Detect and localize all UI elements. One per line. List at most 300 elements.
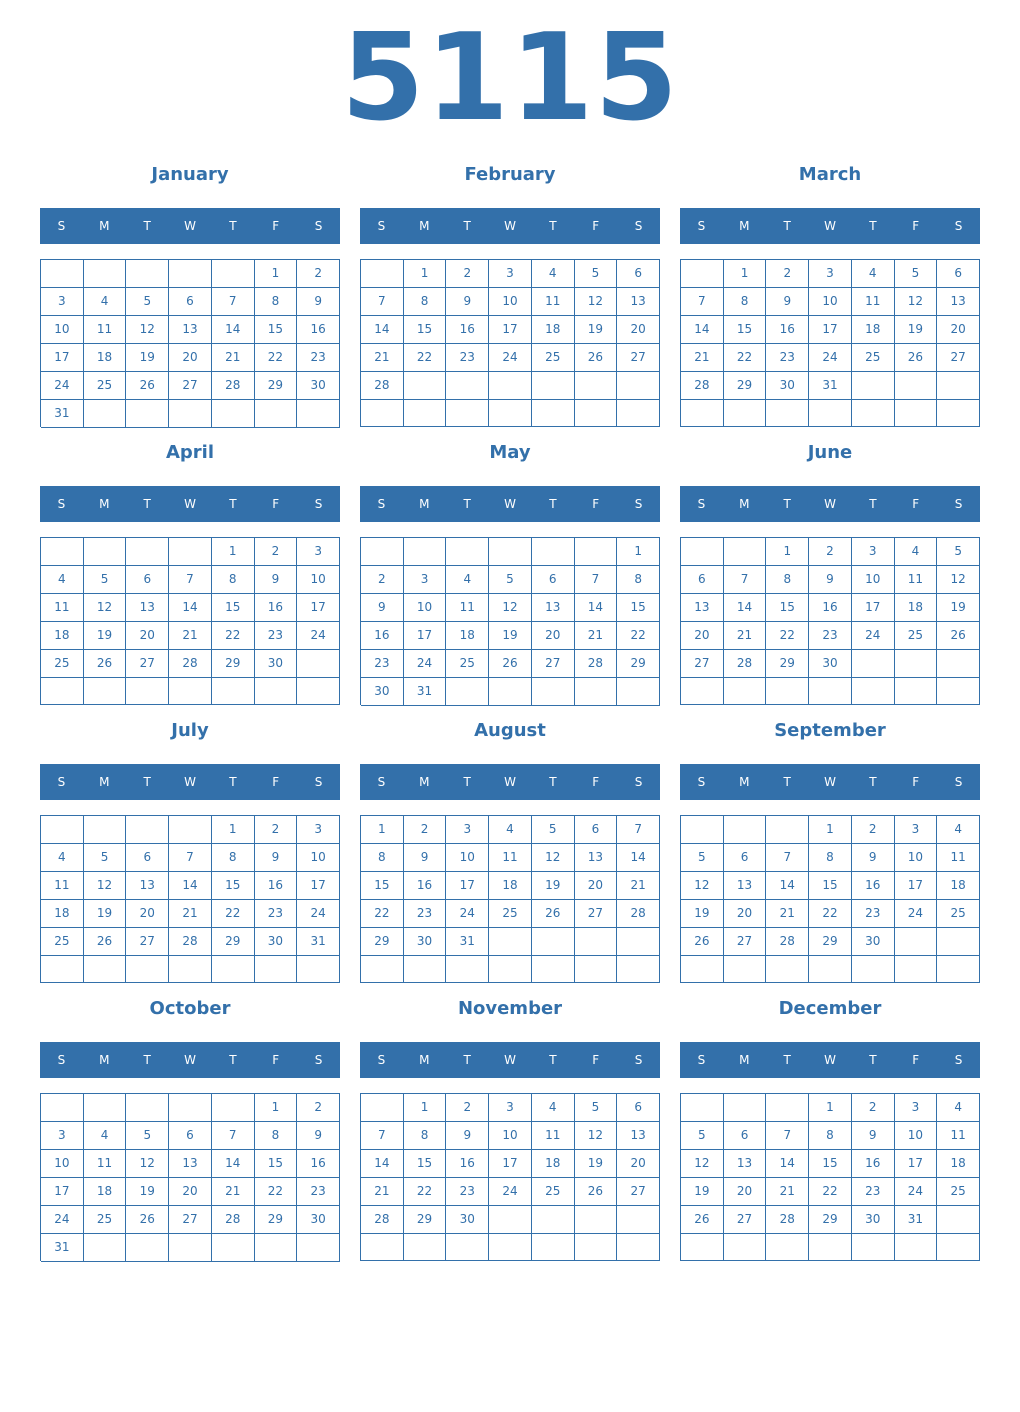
day-cell: 23: [404, 900, 447, 928]
day-cell: 10: [895, 844, 938, 872]
day-cell: [489, 956, 532, 983]
day-cell: 6: [617, 1094, 660, 1122]
weekday-label: T: [869, 1053, 877, 1067]
day-cell: 6: [532, 566, 575, 594]
weekday-label: F: [912, 775, 920, 789]
day-cell: 7: [169, 844, 212, 872]
day-cell: 8: [766, 566, 809, 594]
day-cell: 30: [809, 650, 852, 678]
day-cell: 17: [297, 594, 340, 622]
day-cell: 23: [361, 650, 404, 678]
day-cell: 26: [575, 1178, 618, 1206]
day-cell: 25: [895, 622, 938, 650]
day-cell: [724, 816, 767, 844]
day-cell: 3: [297, 538, 340, 566]
day-cell: 26: [84, 650, 127, 678]
day-cell: 31: [446, 928, 489, 956]
weekday-label: S: [634, 1053, 643, 1067]
day-cell: [297, 956, 340, 983]
day-cell: [532, 956, 575, 983]
day-cell: [575, 400, 618, 427]
day-cell: 25: [446, 650, 489, 678]
day-cell: 13: [724, 1150, 767, 1178]
day-cell: 13: [126, 872, 169, 900]
day-cell: [681, 1094, 724, 1122]
day-cell: 19: [681, 900, 724, 928]
day-cell: 27: [126, 928, 169, 956]
day-cell: [84, 538, 127, 566]
day-cell: 21: [361, 344, 404, 372]
day-cell: 29: [212, 928, 255, 956]
day-cell: [724, 678, 767, 705]
day-cell: 23: [255, 622, 298, 650]
day-cell: [852, 678, 895, 705]
day-cell: 2: [255, 816, 298, 844]
day-cell: 25: [489, 900, 532, 928]
day-cell: 27: [126, 650, 169, 678]
day-cell: 20: [681, 622, 724, 650]
day-cell: 2: [255, 538, 298, 566]
day-cell: [212, 1234, 255, 1262]
day-cell: 14: [617, 844, 660, 872]
day-cell: [489, 372, 532, 400]
weekday-header: [40, 486, 340, 522]
weekday-label: T: [783, 775, 791, 789]
day-cell: 6: [724, 1122, 767, 1150]
day-cell: [575, 538, 618, 566]
day-cell: 9: [852, 844, 895, 872]
day-cell: 12: [126, 316, 169, 344]
day-cell: 24: [41, 372, 84, 400]
day-cell: 29: [809, 928, 852, 956]
day-cell: 12: [937, 566, 980, 594]
day-cell: 18: [41, 900, 84, 928]
day-cell: 15: [809, 1150, 852, 1178]
day-cell: 13: [575, 844, 618, 872]
day-cell: 21: [766, 900, 809, 928]
day-cell: 4: [937, 1094, 980, 1122]
day-cell: 8: [255, 288, 298, 316]
day-cell: 11: [446, 594, 489, 622]
day-cell: 31: [809, 372, 852, 400]
day-cell: 19: [532, 872, 575, 900]
day-cell: 25: [852, 344, 895, 372]
day-cell: [404, 400, 447, 427]
day-cell: [532, 1206, 575, 1234]
day-cell: 3: [809, 260, 852, 288]
day-cell: 9: [766, 288, 809, 316]
day-cell: 12: [84, 872, 127, 900]
day-cell: 4: [84, 1122, 127, 1150]
day-cell: 11: [937, 1122, 980, 1150]
day-cell: 4: [84, 288, 127, 316]
weekday-label: T: [549, 497, 557, 511]
day-cell: 11: [852, 288, 895, 316]
day-cell: 24: [809, 344, 852, 372]
weekday-label: F: [912, 497, 920, 511]
day-cell: 15: [404, 1150, 447, 1178]
day-cell: [766, 1094, 809, 1122]
day-cell: 22: [255, 1178, 298, 1206]
day-cell: 16: [255, 872, 298, 900]
day-cell: 16: [852, 1150, 895, 1178]
weekday-label: W: [824, 775, 836, 789]
day-cell: 28: [212, 1206, 255, 1234]
day-grid: [360, 815, 660, 983]
day-cell: 31: [41, 1234, 84, 1262]
day-cell: 16: [809, 594, 852, 622]
day-cell: 12: [489, 594, 532, 622]
weekday-label: S: [377, 775, 386, 789]
day-cell: [212, 678, 255, 705]
day-cell: 18: [895, 594, 938, 622]
day-cell: 15: [809, 872, 852, 900]
day-cell: 19: [681, 1178, 724, 1206]
day-cell: 24: [297, 622, 340, 650]
day-cell: 9: [255, 844, 298, 872]
day-cell: [937, 928, 980, 956]
day-cell: [724, 956, 767, 983]
day-cell: 20: [724, 1178, 767, 1206]
weekday-label: F: [912, 1053, 920, 1067]
day-cell: 26: [937, 622, 980, 650]
day-cell: 2: [446, 260, 489, 288]
day-cell: [41, 816, 84, 844]
day-cell: [361, 956, 404, 983]
weekday-header: [40, 1042, 340, 1078]
day-cell: 3: [41, 288, 84, 316]
day-cell: 6: [724, 844, 767, 872]
day-cell: [361, 1234, 404, 1261]
day-cell: 15: [255, 1150, 298, 1178]
day-cell: 15: [617, 594, 660, 622]
day-cell: [617, 1206, 660, 1234]
day-cell: 24: [297, 900, 340, 928]
day-cell: 11: [41, 872, 84, 900]
weekday-header: [680, 1042, 980, 1078]
day-cell: 24: [41, 1206, 84, 1234]
day-cell: [169, 1094, 212, 1122]
weekday-label: F: [272, 1053, 280, 1067]
day-cell: 2: [809, 538, 852, 566]
day-cell: 15: [361, 872, 404, 900]
day-cell: 28: [361, 372, 404, 400]
weekday-label: M: [739, 775, 750, 789]
weekday-label: S: [377, 497, 386, 511]
day-cell: 30: [297, 1206, 340, 1234]
day-cell: 27: [681, 650, 724, 678]
day-cell: 13: [169, 316, 212, 344]
weekday-label: M: [419, 219, 430, 233]
weekday-label: M: [419, 775, 430, 789]
day-cell: [937, 1234, 980, 1261]
month-name: September: [774, 720, 886, 741]
day-cell: 29: [617, 650, 660, 678]
weekday-label: S: [954, 497, 963, 511]
weekday-label: M: [99, 775, 110, 789]
day-cell: 7: [212, 288, 255, 316]
day-cell: 1: [404, 1094, 447, 1122]
day-cell: [895, 650, 938, 678]
day-cell: 28: [169, 650, 212, 678]
day-cell: 1: [212, 816, 255, 844]
day-cell: 5: [126, 1122, 169, 1150]
day-cell: 13: [169, 1150, 212, 1178]
month-name: January: [151, 164, 229, 185]
day-cell: 31: [404, 678, 447, 706]
day-cell: 6: [126, 844, 169, 872]
day-cell: [446, 678, 489, 706]
day-cell: 4: [532, 1094, 575, 1122]
weekday-label: M: [739, 497, 750, 511]
day-cell: 16: [297, 1150, 340, 1178]
day-cell: [169, 1234, 212, 1262]
day-cell: [532, 1234, 575, 1261]
day-cell: [41, 956, 84, 983]
weekday-label: T: [549, 1053, 557, 1067]
day-cell: 24: [489, 344, 532, 372]
weekday-label: W: [504, 497, 516, 511]
weekday-label: W: [824, 497, 836, 511]
day-cell: [575, 678, 618, 706]
day-cell: 26: [126, 372, 169, 400]
day-cell: 16: [361, 622, 404, 650]
day-cell: 7: [169, 566, 212, 594]
day-cell: 17: [895, 1150, 938, 1178]
day-cell: [41, 538, 84, 566]
day-cell: 25: [84, 1206, 127, 1234]
day-cell: [297, 1234, 340, 1262]
weekday-label: W: [184, 775, 196, 789]
day-cell: 19: [84, 900, 127, 928]
day-cell: [937, 650, 980, 678]
day-cell: 8: [724, 288, 767, 316]
day-cell: [575, 372, 618, 400]
day-cell: 1: [809, 1094, 852, 1122]
day-cell: 11: [532, 1122, 575, 1150]
day-cell: 20: [532, 622, 575, 650]
day-cell: 2: [852, 816, 895, 844]
day-grid: [360, 259, 660, 427]
day-cell: 18: [84, 1178, 127, 1206]
day-cell: 2: [404, 816, 447, 844]
day-cell: 29: [255, 372, 298, 400]
day-cell: 1: [766, 538, 809, 566]
day-cell: 13: [126, 594, 169, 622]
day-cell: 20: [937, 316, 980, 344]
weekday-label: T: [869, 775, 877, 789]
day-cell: 11: [41, 594, 84, 622]
day-cell: 17: [809, 316, 852, 344]
day-cell: 30: [255, 650, 298, 678]
weekday-label: T: [143, 1053, 151, 1067]
day-cell: 1: [255, 1094, 298, 1122]
day-cell: 1: [617, 538, 660, 566]
day-cell: 14: [724, 594, 767, 622]
day-cell: 3: [895, 1094, 938, 1122]
day-cell: 2: [361, 566, 404, 594]
weekday-label: T: [143, 497, 151, 511]
day-cell: 11: [84, 1150, 127, 1178]
day-cell: [617, 678, 660, 706]
day-cell: 29: [255, 1206, 298, 1234]
weekday-label: F: [592, 1053, 600, 1067]
day-cell: 28: [724, 650, 767, 678]
weekday-label: T: [549, 775, 557, 789]
day-cell: [169, 538, 212, 566]
day-cell: 1: [361, 816, 404, 844]
day-cell: 20: [617, 1150, 660, 1178]
weekday-label: M: [99, 497, 110, 511]
day-cell: 19: [126, 1178, 169, 1206]
day-cell: 7: [617, 816, 660, 844]
day-cell: 12: [681, 1150, 724, 1178]
day-grid: [680, 1093, 980, 1261]
day-cell: 3: [446, 816, 489, 844]
day-cell: 17: [895, 872, 938, 900]
day-cell: 31: [41, 400, 84, 428]
weekday-label: W: [184, 1053, 196, 1067]
day-cell: 15: [724, 316, 767, 344]
day-cell: [575, 1206, 618, 1234]
day-cell: 4: [41, 844, 84, 872]
day-cell: [681, 260, 724, 288]
weekday-label: T: [463, 775, 471, 789]
weekday-label: F: [272, 219, 280, 233]
weekday-label: S: [377, 1053, 386, 1067]
day-cell: 5: [895, 260, 938, 288]
day-cell: [446, 372, 489, 400]
day-grid: [360, 1093, 660, 1261]
day-cell: 1: [724, 260, 767, 288]
day-cell: 31: [895, 1206, 938, 1234]
day-cell: 13: [681, 594, 724, 622]
day-cell: 2: [766, 260, 809, 288]
day-cell: 27: [617, 344, 660, 372]
day-cell: 9: [255, 566, 298, 594]
day-cell: 17: [41, 344, 84, 372]
day-cell: 10: [489, 288, 532, 316]
weekday-label: T: [229, 775, 237, 789]
day-cell: 28: [766, 928, 809, 956]
day-cell: 12: [895, 288, 938, 316]
day-cell: 7: [724, 566, 767, 594]
day-cell: [681, 956, 724, 983]
month-name: May: [489, 442, 531, 463]
day-cell: 25: [937, 900, 980, 928]
day-cell: 4: [532, 260, 575, 288]
day-cell: [446, 400, 489, 427]
day-grid: [40, 1093, 340, 1261]
day-cell: [489, 1234, 532, 1261]
day-cell: 27: [724, 928, 767, 956]
weekday-label: W: [184, 497, 196, 511]
day-grid: [40, 259, 340, 427]
weekday-label: S: [57, 497, 66, 511]
weekday-header: [360, 1042, 660, 1078]
day-cell: 9: [404, 844, 447, 872]
weekday-label: T: [463, 1053, 471, 1067]
day-cell: 19: [489, 622, 532, 650]
day-cell: 26: [489, 650, 532, 678]
day-cell: [169, 816, 212, 844]
day-cell: 17: [489, 316, 532, 344]
day-cell: 28: [212, 372, 255, 400]
day-cell: 26: [126, 1206, 169, 1234]
day-cell: [575, 1234, 618, 1261]
weekday-label: S: [57, 1053, 66, 1067]
day-cell: 2: [297, 260, 340, 288]
day-cell: [489, 678, 532, 706]
day-cell: 4: [446, 566, 489, 594]
day-cell: [809, 400, 852, 427]
day-cell: [724, 1094, 767, 1122]
day-cell: 11: [489, 844, 532, 872]
day-cell: 7: [766, 1122, 809, 1150]
day-cell: [895, 678, 938, 705]
day-cell: 20: [126, 900, 169, 928]
day-cell: 3: [489, 1094, 532, 1122]
day-cell: [937, 1206, 980, 1234]
day-cell: 30: [404, 928, 447, 956]
day-cell: [446, 538, 489, 566]
weekday-label: M: [739, 219, 750, 233]
day-grid: [680, 537, 980, 705]
day-cell: 2: [297, 1094, 340, 1122]
day-cell: 8: [212, 844, 255, 872]
day-cell: 16: [446, 1150, 489, 1178]
day-cell: 13: [724, 872, 767, 900]
day-cell: 21: [212, 344, 255, 372]
day-cell: 5: [84, 566, 127, 594]
day-cell: 18: [446, 622, 489, 650]
day-cell: 24: [895, 1178, 938, 1206]
day-cell: 27: [724, 1206, 767, 1234]
day-cell: 14: [681, 316, 724, 344]
day-cell: [617, 372, 660, 400]
day-cell: [169, 260, 212, 288]
day-cell: [724, 538, 767, 566]
day-cell: 23: [852, 900, 895, 928]
weekday-label: T: [229, 219, 237, 233]
day-cell: 29: [404, 1206, 447, 1234]
weekday-header: [680, 764, 980, 800]
day-cell: 27: [169, 372, 212, 400]
weekday-label: S: [954, 1053, 963, 1067]
day-cell: 26: [84, 928, 127, 956]
day-cell: 18: [937, 1150, 980, 1178]
day-grid: [680, 259, 980, 427]
day-cell: 25: [41, 650, 84, 678]
day-cell: [84, 400, 127, 428]
weekday-label: S: [954, 775, 963, 789]
weekday-label: W: [824, 1053, 836, 1067]
day-cell: 6: [575, 816, 618, 844]
day-cell: 17: [404, 622, 447, 650]
day-cell: 4: [895, 538, 938, 566]
weekday-label: M: [419, 1053, 430, 1067]
day-cell: [255, 678, 298, 705]
day-cell: [617, 1234, 660, 1261]
day-cell: 28: [575, 650, 618, 678]
day-cell: 30: [361, 678, 404, 706]
day-cell: 9: [852, 1122, 895, 1150]
day-cell: [255, 400, 298, 428]
weekday-label: W: [504, 1053, 516, 1067]
day-cell: 21: [724, 622, 767, 650]
day-cell: [126, 1234, 169, 1262]
day-cell: 15: [212, 594, 255, 622]
